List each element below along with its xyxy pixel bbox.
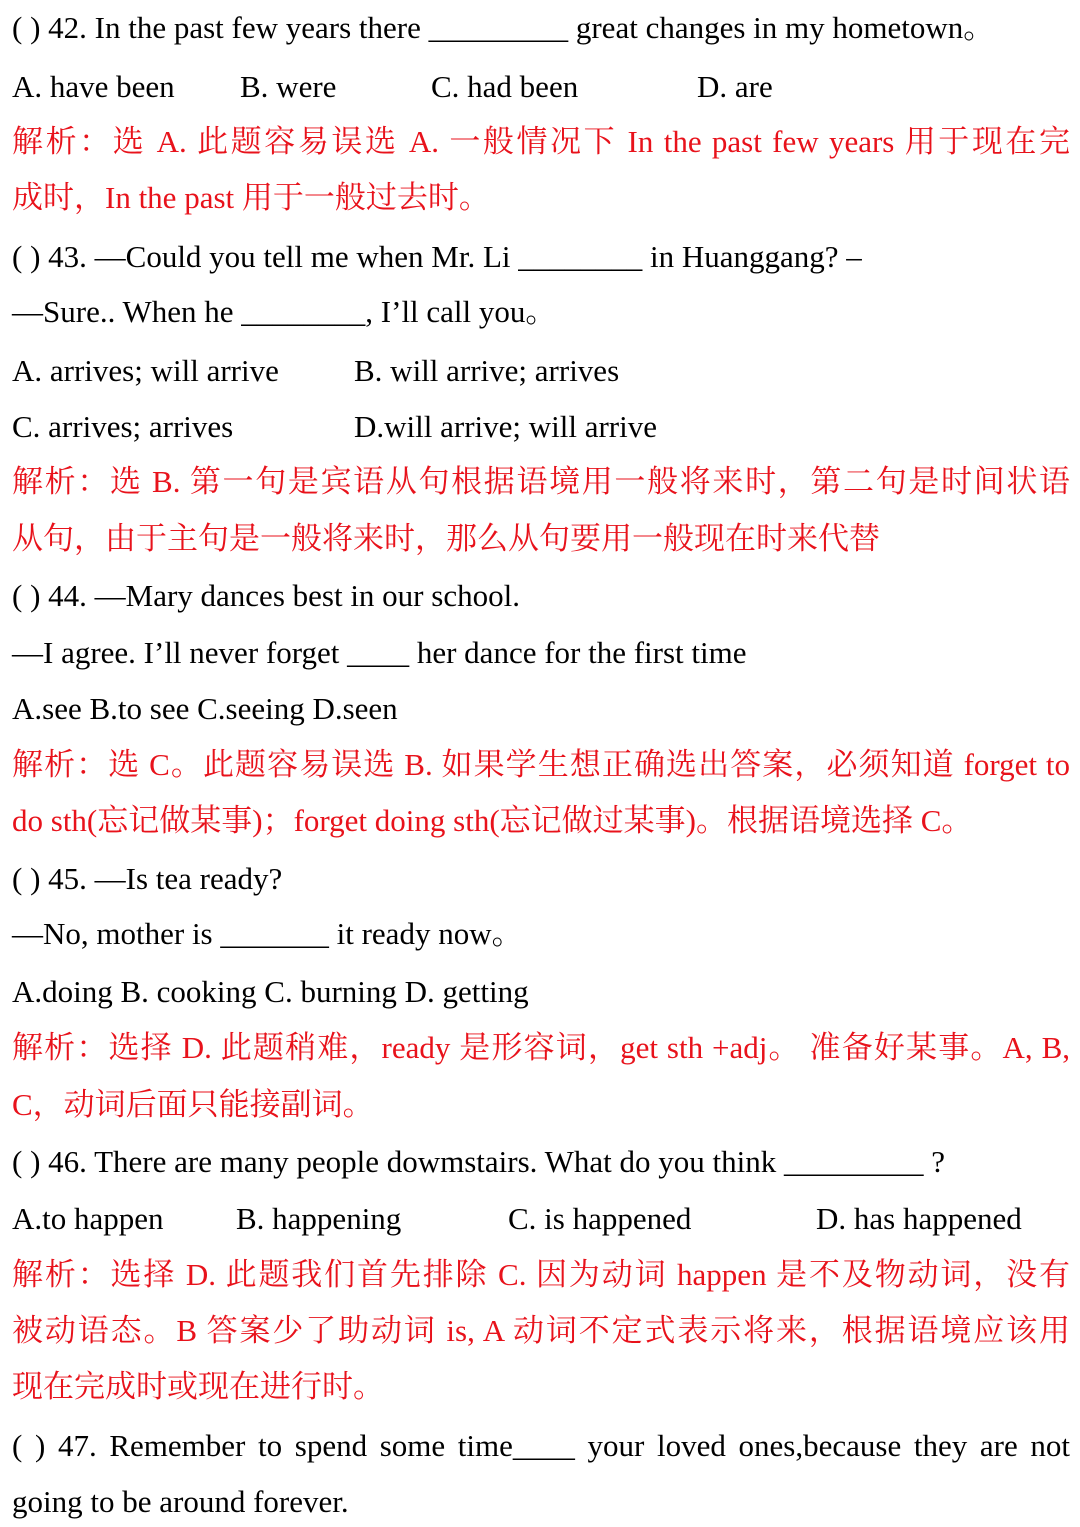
option-c: C. is happened: [508, 1201, 692, 1236]
question-45-stem-line-1: ( ) 45. —Is tea ready?: [12, 861, 283, 896]
option-c: C. had been: [431, 69, 579, 104]
question-46-analysis-line-2: 被动语态。B 答案少了助动词 is, A 动词不定式表示将来，根据语境应该用: [12, 1313, 1070, 1348]
option-d: D.will arrive; will arrive: [354, 409, 658, 444]
question-43-stem-line-2: —Sure.. When he ________, I’ll call you。: [12, 294, 557, 329]
question-44-analysis-line-1: 解析：选 C。此题容易误选 B. 如果学生想正确选出答案，必须知道 forget to: [12, 747, 1070, 782]
question-43-analysis-line-1: 解析：选 B. 第一句是宾语从句根据语境用一般将来时，第二句是时间状语: [12, 464, 1070, 499]
option-b: B. happening: [236, 1201, 402, 1236]
option-d: D. has happened: [816, 1201, 1022, 1236]
question-45-analysis-line-1: 解析：选择 D. 此题稍难，ready 是形容词，get sth +adj。 准备好某事。A, B,: [12, 1030, 1070, 1065]
option-a: A.to happen: [12, 1201, 164, 1236]
question-43-options-row-2: [12, 407, 1070, 447]
question-46-analysis-line-3: 现在完成时或现在进行时。: [12, 1369, 384, 1404]
option-a: A. arrives; will arrive: [12, 353, 279, 388]
question-46-options: [12, 1199, 1070, 1239]
question-44-stem-line-1: ( ) 44. —Mary dances best in our school.: [12, 578, 520, 613]
question-42-analysis-line-2: 成时，In the past 用于一般过去时。: [12, 180, 490, 215]
question-42-stem: ( ) 42. In the past few years there _________ great changes in my hometown。: [12, 10, 995, 45]
question-42-analysis-line-1: 解析：选 A. 此题容易误选 A. 一般情况下 In the past few years 用于现在完: [12, 124, 1070, 159]
question-44-analysis-line-2: do sth(忘记做某事)；forget doing sth(忘记做过某事)。根据语境选择 C。: [12, 803, 973, 838]
question-45-options: A.doing B. cooking C. burning D. getting: [12, 974, 529, 1009]
question-45-stem-line-2: —No, mother is _______ it ready now。: [12, 916, 523, 951]
question-44-options: A.see B.to see C.seeing D.seen: [12, 691, 398, 726]
question-46-analysis-line-1: 解析：选择 D. 此题我们首先排除 C. 因为动词 happen 是不及物动词，没有: [12, 1257, 1070, 1292]
question-45-analysis-line-2: C，动词后面只能接副词。: [12, 1087, 374, 1122]
option-a: A. have been: [12, 69, 175, 104]
question-47-stem-line-2: going to be around forever.: [12, 1484, 349, 1519]
question-42-options: [12, 67, 1070, 107]
question-46-stem: ( ) 46. There are many people dowmstairs. What do you think _________ ?: [12, 1144, 945, 1179]
question-43-options-row-1: [12, 351, 1070, 391]
question-44-stem-line-2: —I agree. I’ll never forget ____ her dance for the first time: [12, 635, 747, 670]
question-43-stem-line-1: ( ) 43. —Could you tell me when Mr. Li ________ in Huanggang? –: [12, 239, 862, 274]
option-d: D. are: [697, 69, 773, 104]
question-47-stem-line-1: ( ) 47. Remember to spend some time____ your loved ones,because they are not: [12, 1428, 1070, 1463]
option-b: B. will arrive; arrives: [354, 353, 620, 388]
question-43-analysis-line-2: 从句，由于主句是一般将来时，那么从句要用一般现在时来代替: [12, 521, 880, 556]
option-c: C. arrives; arrives: [12, 409, 234, 444]
option-b: B. were: [240, 69, 337, 104]
